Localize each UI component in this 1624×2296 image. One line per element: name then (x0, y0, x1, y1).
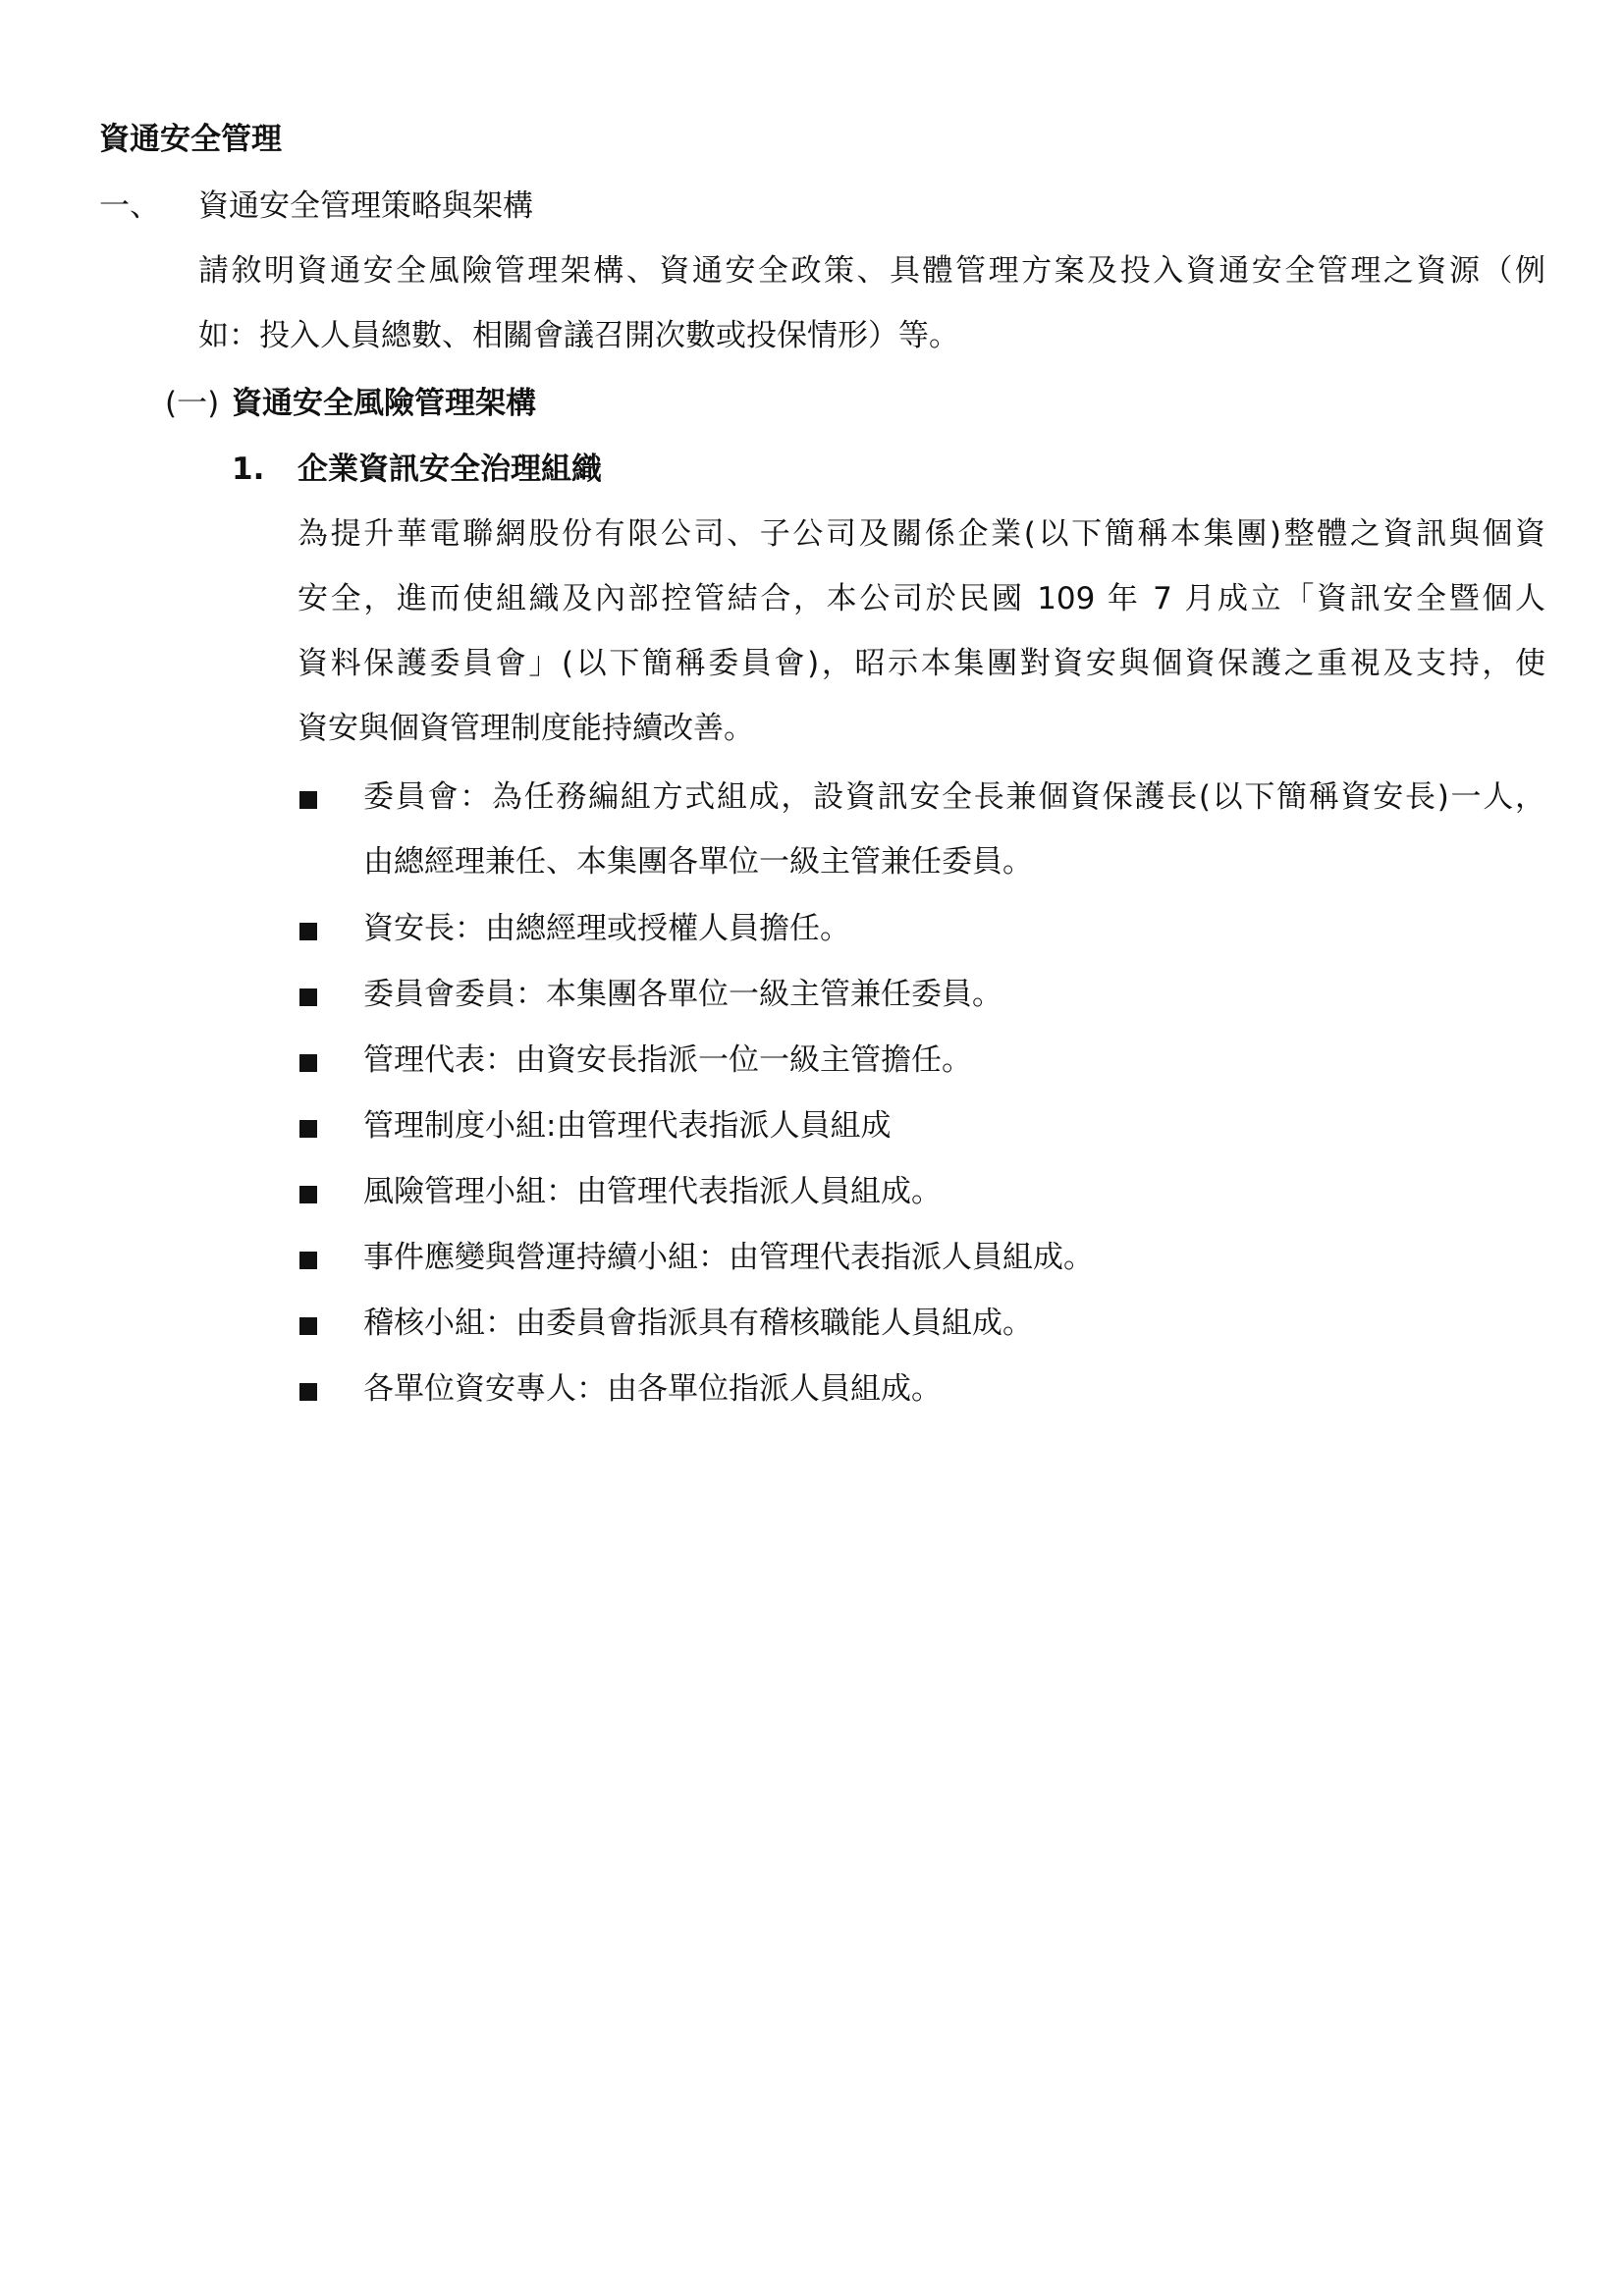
bullet-1-line-2: 由總經理兼任、本集團各單位一級主管兼任委員。 (363, 844, 1033, 880)
bullet-5: 管理制度小組:由管理代表指派人員組成 (363, 1108, 892, 1144)
item-heading: 企業資訊安全治理組織 (298, 452, 602, 487)
document-title: 資通安全管理 (99, 122, 282, 157)
paragraph-line-3: 資料保護委員會」(以下簡稱委員會)，昭示本集團對資安與個資保護之重視及支持，使 (298, 646, 1545, 681)
bullet-4: 管理代表：由資安長指派一位一級主管擔任。 (363, 1042, 972, 1078)
bullet-6: 風險管理小組：由管理代表指派人員組成。 (363, 1174, 942, 1209)
section-one-heading: 資通安全管理策略與架構 (198, 188, 533, 224)
bullet-square-icon (299, 1120, 317, 1138)
bullet-3: 委員會委員：本集團各單位一級主管兼任委員。 (363, 977, 1002, 1012)
bullet-square-icon (299, 791, 317, 809)
section-one-intro-line-2: 如：投入人員總數、相關會議召開次數或投保情形）等。 (198, 318, 959, 353)
paragraph-line-1: 為提升華電聯網股份有限公司、子公司及關係企業(以下簡稱本集團)整體之資訊與個資 (298, 516, 1545, 552)
bullet-square-icon (299, 1383, 317, 1401)
bullet-2: 資安長：由總經理或授權人員擔任。 (363, 911, 850, 946)
bullet-square-icon (299, 1054, 317, 1072)
bullet-7: 事件應變與營運持續小組：由管理代表指派人員組成。 (363, 1240, 1094, 1275)
paragraph-line-2: 安全，進而使組織及內部控管結合，本公司於民國 109 年 7 月成立「資訊安全暨個人 (298, 581, 1545, 616)
bullet-8: 稽核小組：由委員會指派具有稽核職能人員組成。 (363, 1306, 1033, 1341)
bullet-square-icon (299, 923, 317, 940)
bullet-9: 各單位資安專人：由各單位指派人員組成。 (363, 1371, 942, 1407)
section-one-number: 一、 (99, 188, 160, 224)
item-number: 1. (232, 452, 265, 487)
bullet-square-icon (299, 1317, 317, 1335)
bullet-square-icon (299, 1252, 317, 1269)
paragraph-line-4: 資安與個資管理制度能持續改善。 (298, 711, 754, 746)
section-one-intro-line-1: 請敘明資通安全風險管理架構、資通安全政策、具體管理方案及投入資通安全管理之資源（例 (198, 253, 1545, 289)
bullet-1-line-1: 委員會：為任務編組方式組成，設資訊安全長兼個資保護長(以下簡稱資安長)一人， (363, 779, 1545, 815)
bullet-square-icon (299, 988, 317, 1006)
bullet-square-icon (299, 1186, 317, 1203)
subsection-number: (一) (165, 386, 220, 421)
subsection-heading: 資通安全風險管理架構 (232, 386, 536, 421)
